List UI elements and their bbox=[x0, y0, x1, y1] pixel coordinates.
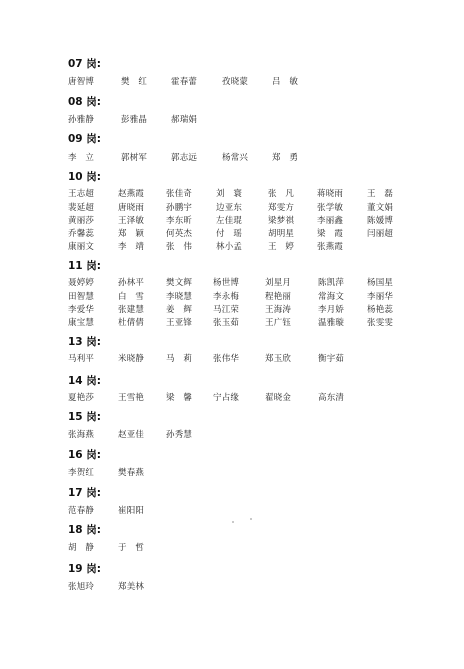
staff-name: 杨世博 bbox=[213, 278, 240, 288]
staff-name: 张雯雯 bbox=[367, 318, 394, 328]
staff-name: 王 磊 bbox=[367, 189, 394, 199]
staff-name: 李丽华 bbox=[367, 292, 394, 302]
scan-speck bbox=[232, 521, 234, 523]
staff-name: 郭志远 bbox=[171, 153, 198, 163]
staff-name: 高东清 bbox=[318, 393, 345, 403]
post-heading: 18 岗: bbox=[68, 524, 101, 536]
post-heading: 14 岗: bbox=[68, 375, 101, 387]
staff-name: 樊春燕 bbox=[118, 468, 145, 478]
staff-name: 李爱华 bbox=[68, 305, 95, 315]
staff-name: 张建慧 bbox=[118, 305, 145, 315]
staff-name: 温雅璇 bbox=[318, 318, 345, 328]
post-heading: 17 岗: bbox=[68, 487, 101, 499]
staff-name: 赵亚佳 bbox=[118, 430, 145, 440]
staff-name: 梁梦祺 bbox=[268, 216, 295, 226]
staff-name: 张学敏 bbox=[317, 203, 344, 213]
staff-name: 翟晓金 bbox=[265, 393, 292, 403]
staff-name: 张旭玲 bbox=[68, 582, 95, 592]
staff-name: 何英杰 bbox=[166, 229, 193, 239]
staff-name: 赵燕霞 bbox=[118, 189, 145, 199]
staff-name: 郑雯方 bbox=[268, 203, 295, 213]
post-heading: 07 岗: bbox=[68, 58, 101, 70]
staff-name: 边亚东 bbox=[216, 203, 243, 213]
staff-name: 刘星月 bbox=[265, 278, 292, 288]
staff-name: 陈凯萍 bbox=[318, 278, 345, 288]
staff-name: 米晓静 bbox=[118, 354, 145, 364]
staff-name: 彭雅晶 bbox=[121, 115, 148, 125]
staff-name: 张 伟 bbox=[166, 242, 193, 252]
staff-name: 付 瑶 bbox=[216, 229, 243, 239]
post-heading: 19 岗: bbox=[68, 563, 101, 575]
staff-name: 马江荣 bbox=[213, 305, 240, 315]
staff-name: 夏艳莎 bbox=[68, 393, 95, 403]
staff-name: 宁占缘 bbox=[213, 393, 240, 403]
staff-name: 樊文辉 bbox=[166, 278, 193, 288]
staff-name: 孙鹏宇 bbox=[166, 203, 193, 213]
staff-name: 郑玉欣 bbox=[265, 354, 292, 364]
staff-name: 张燕霞 bbox=[317, 242, 344, 252]
staff-name: 刘 寰 bbox=[216, 189, 243, 199]
staff-name: 于 哲 bbox=[118, 543, 145, 553]
staff-name: 聂婷婷 bbox=[68, 278, 95, 288]
staff-name: 孙雅静 bbox=[68, 115, 95, 125]
post-heading: 16 岗: bbox=[68, 449, 101, 461]
staff-name: 衡宇茹 bbox=[318, 354, 345, 364]
staff-name: 李贺红 bbox=[68, 468, 95, 478]
post-heading: 09 岗: bbox=[68, 133, 101, 145]
staff-name: 李月娇 bbox=[318, 305, 345, 315]
staff-name: 梁 馨 bbox=[166, 393, 193, 403]
staff-name: 王 婷 bbox=[268, 242, 295, 252]
staff-name: 黄丽莎 bbox=[68, 216, 95, 226]
staff-name: 胡 静 bbox=[68, 543, 95, 553]
staff-name: 樊 红 bbox=[121, 77, 148, 87]
staff-name: 常海文 bbox=[318, 292, 345, 302]
staff-name: 孜晓蒙 bbox=[222, 77, 249, 87]
post-heading: 10 岗: bbox=[68, 171, 101, 183]
post-heading: 11 岗: bbox=[68, 260, 101, 272]
staff-name: 田智慧 bbox=[68, 292, 95, 302]
staff-name: 孙林平 bbox=[118, 278, 145, 288]
staff-name: 崔阳阳 bbox=[118, 506, 145, 516]
staff-name: 王海涛 bbox=[265, 305, 292, 315]
staff-name: 吕 敏 bbox=[272, 77, 299, 87]
post-heading: 08 岗: bbox=[68, 96, 101, 108]
staff-name: 李东昕 bbox=[166, 216, 193, 226]
staff-name: 王泽敏 bbox=[118, 216, 145, 226]
staff-name: 董文娟 bbox=[367, 203, 394, 213]
staff-name: 王亚锋 bbox=[166, 318, 193, 328]
staff-name: 唐智博 bbox=[68, 77, 95, 87]
staff-name: 杨国星 bbox=[367, 278, 394, 288]
staff-name: 李 立 bbox=[68, 153, 95, 163]
staff-name: 霍春蕾 bbox=[171, 77, 198, 87]
staff-name: 王广钰 bbox=[265, 318, 292, 328]
staff-name: 姜 辉 bbox=[166, 305, 193, 315]
staff-name: 张伟华 bbox=[213, 354, 240, 364]
staff-name: 范春静 bbox=[68, 506, 95, 516]
staff-name: 马 莉 bbox=[166, 354, 193, 364]
staff-name: 裴延超 bbox=[68, 203, 95, 213]
staff-name: 唐晓雨 bbox=[118, 203, 145, 213]
staff-name: 杨艳蕊 bbox=[367, 305, 394, 315]
staff-name: 郭树军 bbox=[121, 153, 148, 163]
staff-name: 程艳丽 bbox=[265, 292, 292, 302]
staff-name: 孙秀慧 bbox=[166, 430, 193, 440]
staff-name: 张玉茹 bbox=[213, 318, 240, 328]
staff-name: 王雪艳 bbox=[118, 393, 145, 403]
staff-name: 白 雪 bbox=[118, 292, 145, 302]
post-heading: 13 岗: bbox=[68, 336, 101, 348]
staff-name: 陈媛博 bbox=[367, 216, 394, 226]
staff-name: 胡明星 bbox=[268, 229, 295, 239]
staff-name: 张佳奇 bbox=[166, 189, 193, 199]
staff-name: 左佳琨 bbox=[216, 216, 243, 226]
staff-name: 乔馨蕊 bbox=[68, 229, 95, 239]
staff-name: 康宝慧 bbox=[68, 318, 95, 328]
scan-speck bbox=[250, 518, 252, 520]
staff-name: 王志超 bbox=[68, 189, 95, 199]
staff-name: 李 靖 bbox=[118, 242, 145, 252]
staff-name: 闫丽超 bbox=[367, 229, 394, 239]
staff-name: 马利平 bbox=[68, 354, 95, 364]
staff-name: 郝瑞娟 bbox=[171, 115, 198, 125]
staff-name: 李永梅 bbox=[213, 292, 240, 302]
staff-name: 梁 霞 bbox=[317, 229, 344, 239]
post-heading: 15 岗: bbox=[68, 411, 101, 423]
staff-name: 郑美林 bbox=[118, 582, 145, 592]
staff-name: 杨常兴 bbox=[222, 153, 249, 163]
staff-name: 李丽鑫 bbox=[317, 216, 344, 226]
staff-name: 杜倩倩 bbox=[118, 318, 145, 328]
staff-name: 蒋晓雨 bbox=[317, 189, 344, 199]
staff-name: 张海燕 bbox=[68, 430, 95, 440]
staff-name: 郑 颖 bbox=[118, 229, 145, 239]
staff-name: 康丽文 bbox=[68, 242, 95, 252]
staff-name: 林小孟 bbox=[216, 242, 243, 252]
staff-name: 李晓慧 bbox=[166, 292, 193, 302]
staff-name: 张 凡 bbox=[268, 189, 295, 199]
staff-name: 郑 勇 bbox=[272, 153, 299, 163]
